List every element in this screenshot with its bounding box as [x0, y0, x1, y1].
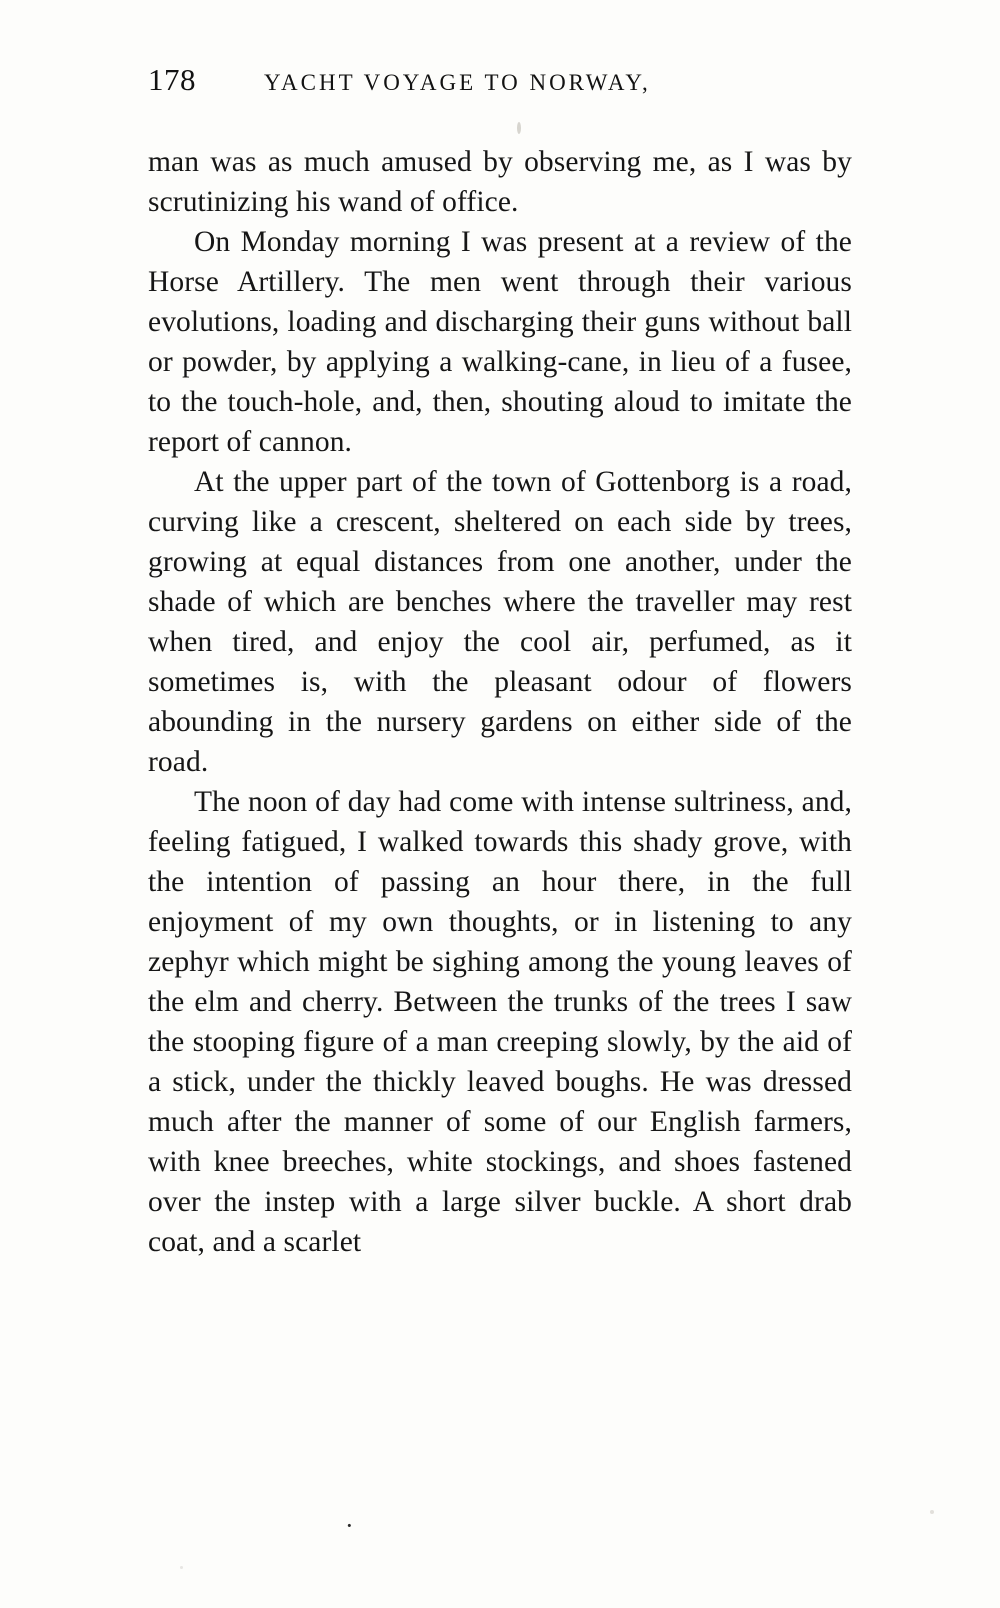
paragraph: At the upper part of the town of Gottenborg is a road, curving like a crescent, sheltered on each side by trees, growing at equal distances from one another, under the shade of which are benches where the traveller may rest when tired, and enjoy the cool air, perfumed, as it sometimes is, with the pleasant odour of flowers abounding in the nursery gardens on either side of the road.: [148, 466, 852, 778]
page-speck: [930, 1510, 934, 1514]
page-speck: [180, 1566, 183, 1569]
paragraph: The noon of day had come with intense sultriness, and, feeling fatigued, I walked towards this shady grove, with the intention of passing an hour there, in the full enjoyment of my own thoughts, or in listening to any zephyr which might be sighing among the young leaves of the elm and cherry. Between the trunks of the trees I saw the stooping figure of a man creeping slowly, by the aid of a stick, under the thickly leaved boughs. He was dressed much after the manner of some of our English farmers, with knee breeches, white stockings, and shoes fastened over the instep with a large silver buckle. A short drab coat, and a scarlet: [148, 786, 852, 1258]
page-content: [148, 62, 852, 1262]
running-head-title: YACHT VOYAGE TO NORWAY,: [264, 70, 651, 95]
paragraph: On Monday morning I was present at a review of the Horse Artillery. The men went through their various evolutions, loading and discharging their guns without ball or powder, by applying a walking-cane, in lieu of a fusee, to the touch-hole, and, then, shouting aloud to imitate the report of cannon.: [148, 226, 852, 458]
footer-mark: ·: [345, 1511, 354, 1540]
running-head: [148, 62, 852, 98]
page-number: 178: [148, 62, 196, 97]
body-text: [148, 142, 852, 1262]
paragraph: man was as much amused by observing me, as I was by scrutinizing his wand of office.: [148, 146, 852, 218]
